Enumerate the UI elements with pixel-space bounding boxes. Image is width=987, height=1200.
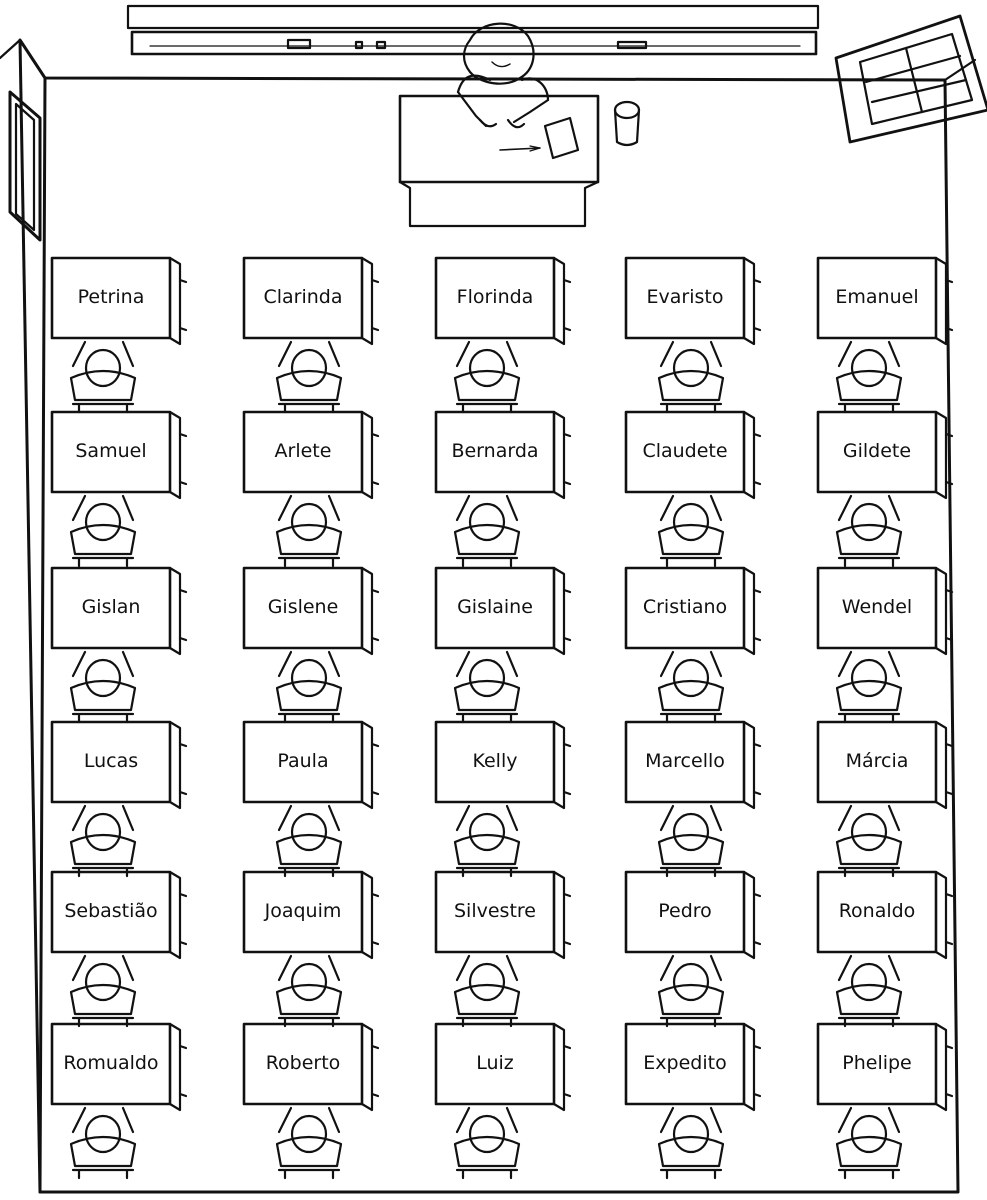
student-head xyxy=(86,1116,120,1152)
student-head xyxy=(852,814,886,850)
student-desk xyxy=(244,412,378,566)
student-name-label: Florinda xyxy=(456,286,534,308)
student-head xyxy=(470,504,504,540)
student-name-label: Pedro xyxy=(658,900,712,922)
student-desk xyxy=(436,872,570,1026)
student-desk xyxy=(52,1024,186,1178)
student-head xyxy=(852,350,886,386)
student-desk xyxy=(626,1024,760,1178)
student-head xyxy=(852,504,886,540)
student-desk xyxy=(626,258,760,412)
student-name-label: Expedito xyxy=(643,1052,727,1074)
student-desk xyxy=(818,568,952,722)
student-desk xyxy=(244,872,378,1026)
blackboard xyxy=(128,6,818,54)
student-name-label: Gislene xyxy=(267,596,339,618)
student-desk xyxy=(52,258,186,412)
student-desk xyxy=(436,1024,570,1178)
student-head xyxy=(674,814,708,850)
student-head xyxy=(86,964,120,1000)
student-desk xyxy=(244,722,378,876)
student-desk xyxy=(436,412,570,566)
student-head xyxy=(674,660,708,696)
student-name-label: Bernarda xyxy=(451,440,539,462)
student-desk xyxy=(244,568,378,722)
student-desk xyxy=(626,568,760,722)
student-desk xyxy=(244,1024,378,1178)
student-name-label: Evaristo xyxy=(646,286,724,308)
student-name-label: Kelly xyxy=(472,750,518,772)
student-name-label: Márcia xyxy=(845,750,909,772)
student-name-label: Gildete xyxy=(842,440,912,462)
student-head xyxy=(674,350,708,386)
student-desk xyxy=(52,568,186,722)
student-desk xyxy=(818,872,952,1026)
student-desk xyxy=(818,722,952,876)
student-name-label: Samuel xyxy=(75,440,147,462)
student-name-label: Petrina xyxy=(77,286,145,308)
student-head xyxy=(470,660,504,696)
student-desk xyxy=(436,722,570,876)
student-head xyxy=(292,504,326,540)
student-head xyxy=(292,1116,326,1152)
student-head xyxy=(86,350,120,386)
student-desk xyxy=(626,872,760,1026)
student-desk xyxy=(818,412,952,566)
student-head xyxy=(86,504,120,540)
student-desk xyxy=(52,872,186,1026)
student-name-label: Emanuel xyxy=(835,286,919,308)
student-name-label: Cristiano xyxy=(642,596,728,618)
student-name-label: Claudete xyxy=(642,440,728,462)
student-name-label: Sebastião xyxy=(64,900,158,922)
student-name-label: Gislaine xyxy=(457,596,533,618)
student-head xyxy=(852,964,886,1000)
student-desk xyxy=(626,722,760,876)
teacher-desk xyxy=(400,96,598,226)
student-desks xyxy=(52,258,952,1178)
room-walls xyxy=(0,40,975,1192)
student-head xyxy=(470,1116,504,1152)
student-head xyxy=(470,350,504,386)
student-name-label: Phelipe xyxy=(842,1052,912,1074)
student-name-label: Romualdo xyxy=(63,1052,159,1074)
student-head xyxy=(292,814,326,850)
student-head xyxy=(292,350,326,386)
student-desk xyxy=(52,722,186,876)
student-name-label: Lucas xyxy=(83,750,139,772)
student-head xyxy=(292,964,326,1000)
student-head xyxy=(674,964,708,1000)
student-desk xyxy=(818,1024,952,1178)
student-head xyxy=(470,964,504,1000)
student-desk xyxy=(818,258,952,412)
student-name-label: Silvestre xyxy=(454,900,536,922)
student-head xyxy=(852,660,886,696)
student-head xyxy=(852,1116,886,1152)
student-name-label: Marcello xyxy=(645,750,725,772)
student-name-label: Clarinda xyxy=(263,286,343,308)
student-name-label: Gislan xyxy=(81,596,141,618)
student-head xyxy=(674,504,708,540)
student-head xyxy=(292,660,326,696)
student-desk xyxy=(244,258,378,412)
student-desk xyxy=(436,568,570,722)
student-name-label: Ronaldo xyxy=(838,900,916,922)
student-head xyxy=(86,814,120,850)
student-name-label: Joaquim xyxy=(264,900,342,922)
student-desk xyxy=(436,258,570,412)
student-desk xyxy=(626,412,760,566)
student-name-label: Luiz xyxy=(476,1052,514,1074)
student-head xyxy=(86,660,120,696)
student-head xyxy=(470,814,504,850)
student-name-label: Roberto xyxy=(265,1052,341,1074)
student-desk xyxy=(52,412,186,566)
teacher-figure xyxy=(458,24,548,128)
cup xyxy=(615,102,639,145)
student-name-label: Arlete xyxy=(274,440,332,462)
student-head xyxy=(674,1116,708,1152)
door xyxy=(10,92,40,240)
student-name-label: Wendel xyxy=(841,596,913,618)
student-name-label: Paula xyxy=(277,750,329,772)
